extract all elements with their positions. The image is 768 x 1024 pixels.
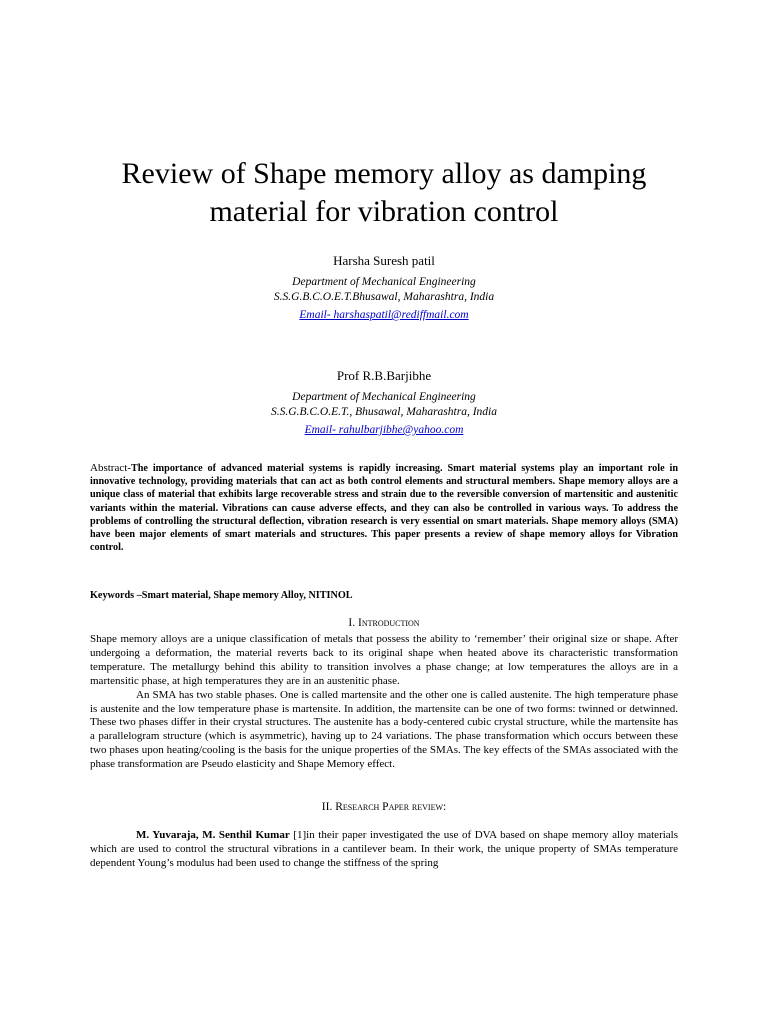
section-heading-introduction: I. Introduction [348, 617, 420, 629]
paragraph: Shape memory alloys are a unique classification of metals that possess the ability to ‘remember’ their original size or shape. After undergoing a deformation, the material reverts back to its original shape when heated above its characteristic transformation temperature. The metallurgy behind this ability to transition involves a phase change; at low temperatures the alloys are in a martensitic phase, at high temperatures they are in an austenitic phase. [90, 633, 678, 687]
paper-title [60, 155, 708, 231]
author-email-link[interactable]: Email- rahulbarjibhe@yahoo.com [304, 424, 464, 436]
author-department: Department of Mechanical Engineering [292, 276, 476, 288]
paragraph-text: [1]in their paper investigated the use of DVA based on shape memory alloy materials which are used to control the structural vibrations in a cantilever beam. In their work, the unique property of SMAs temperature dependent Young’s modulus had been used to change the stiffness of the spring [90, 829, 679, 869]
author-name: Harsha Suresh patil [333, 253, 435, 268]
title-line-1: Review of Shape memory alloy as damping [121, 157, 647, 190]
review-body [90, 829, 678, 871]
cited-authors: M. Yuvaraja, M. Senthil Kumar [136, 829, 290, 841]
paragraph [90, 829, 678, 871]
author-email-link[interactable]: Email- harshaspatil@rediffmail.com [299, 309, 469, 321]
author-institution: S.S.G.B.C.O.E.T., Bhusawal, Maharashtra, India [271, 406, 497, 418]
title-line-2: material for vibration control [209, 195, 559, 228]
author-institution: S.S.G.B.C.O.E.T.Bhusawal, Maharashtra, India [273, 291, 495, 303]
author-block-2 [0, 368, 768, 438]
paragraph: An SMA has two stable phases. One is called martensite and the other one is called austenite. The high temperature phase is austenite and the low temperature phase is martensite. In addition, the martensite can be one of two forms: twinned or detwinned. These two phases differ in their crystal structures. The austenite has a body-centered cubic crystal structure, while the martensite has a parallelogram structure (which is asymmetric), having up to 24 variations. The phase transformation which occurs between these two phases upon heating/cooling is the basis for the unique properties of the SMAs. The key effects of the SMAs associated with the phase transformation are Pseudo elasticity and Shape Memory effect. [90, 688, 678, 771]
section-heading-review: II. Research Paper review: [321, 801, 447, 813]
keywords: Keywords –Smart material, Shape memory Alloy, NITINOL [90, 590, 353, 601]
abstract-text: The importance of advanced material systems is rapidly increasing. Smart material systems play an important role in innovative technology, providing materials that can act as both control elements and structural members. Shape memory alloys are a unique class of material that exhibits large recoverable stress and strain due to the reversible conversion of martensitic and austenitic variants within the material. Vibrations can cause adverse effects, and they can also be controlled in various ways. To address the problems of controlling the structural deflection, vibration research is very essential on smart materials. Shape memory alloys (SMA) have been major elements of smart materials and structures. This paper presents a review of shape memory alloys for Vibration control. [90, 463, 678, 554]
abstract-label: Abstract- [90, 462, 131, 474]
introduction-body [90, 633, 678, 772]
author-block-1 [0, 253, 768, 323]
author-department: Department of Mechanical Engineering [292, 391, 476, 403]
author-name: Prof R.B.Barjibhe [336, 368, 432, 383]
abstract [90, 462, 678, 554]
